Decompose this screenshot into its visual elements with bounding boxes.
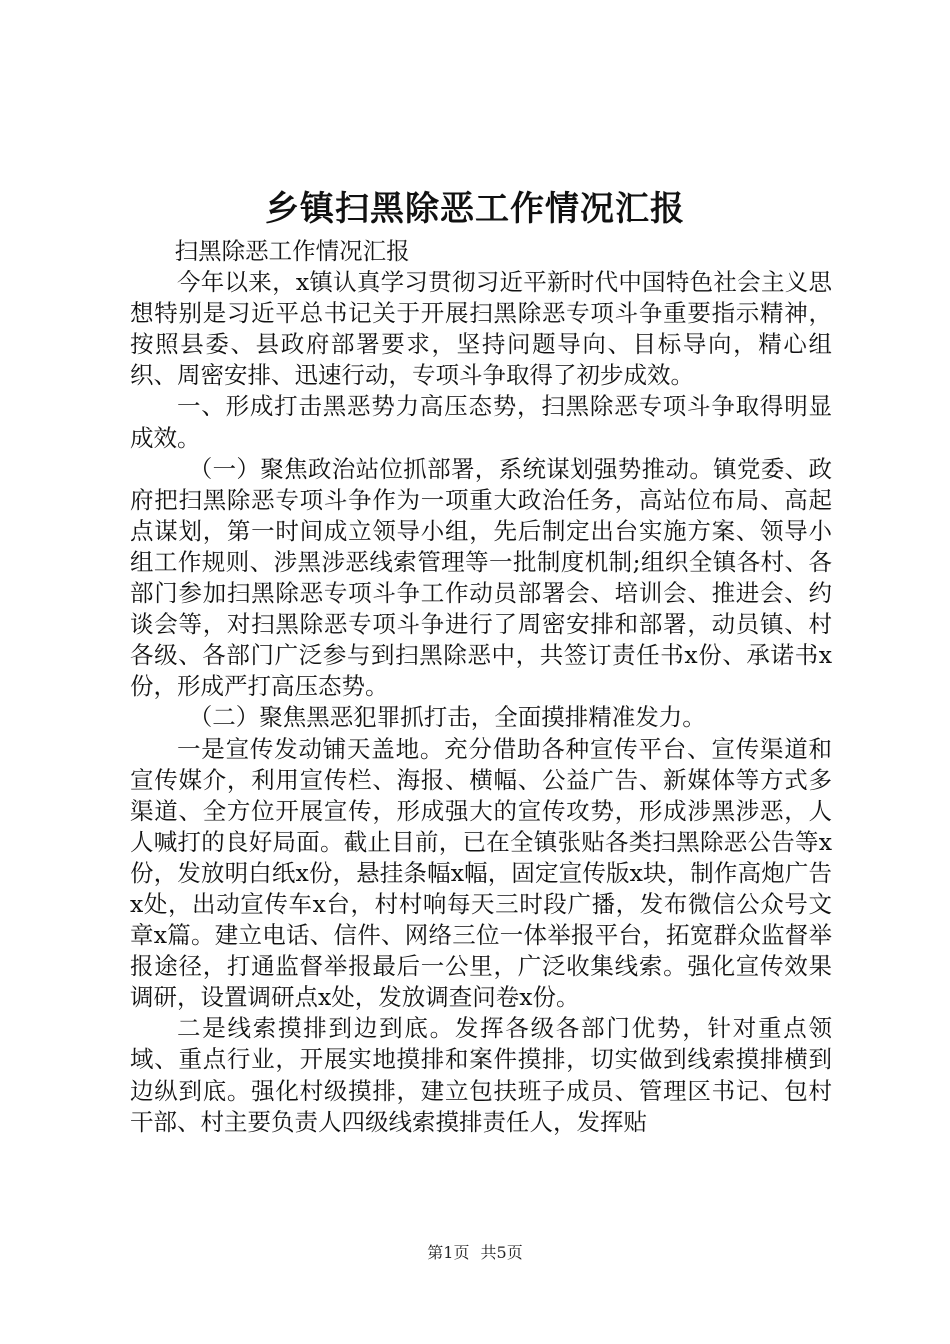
paragraph-section-1: 一、形成打击黑恶势力高压态势，扫黑除恶专项斗争取得明显成效。 [130, 392, 832, 452]
document-title: 乡镇扫黑除恶工作情况汇报 [265, 189, 685, 229]
paragraph-intro: 今年以来，x镇认真学习贯彻习近平新时代中国特色社会主义思想特别是习近平总书记关于开展扫黑除恶专项斗争重要指示精神，按照县委、县政府部署要求，坚持问题导向、目标导向，精心组织、周密安排、迅速行动，专项斗争取得了初步成效。 [130, 268, 832, 390]
page-footer [0, 1242, 950, 1264]
paragraph-point-1: 一是宣传发动铺天盖地。充分借助各种宣传平台、宣传渠道和宣传媒介，利用宣传栏、海报、横幅、公益广告、新媒体等方式多渠道、全方位开展宣传，形成强大的宣传攻势，形成涉黑涉恶，人人喊打的良好局面。截止目前，已在全镇张贴各类扫黑除恶公告等x份，发放明白纸x份，悬挂条幅x幅，固定宣传版x块，制作高炮广告x处，出动宣传车x台，村村响每天三时段广播，发布微信公众号文章x篇。建立电话、信件、网络三位一体举报平台，拓宽群众监督举报途径，打通监督举报最后一公里，广泛收集线索。强化宣传效果调研，设置调研点x处，发放调查问卷x份。 [130, 734, 832, 1012]
paragraph-subsection-1: （一）聚焦政治站位抓部署，系统谋划强势推动。镇党委、政府把扫黑除恶专项斗争作为一项重大政治任务，高站位布局、高起点谋划，第一时间成立领导小组，先后制定出台实施方案、领导小组工作规则、涉黑涉恶线索管理等一批制度机制;组织全镇各村、各部门参加扫黑除恶专项斗争工作动员部署会、培训会、推进会、约谈会等，对扫黑除恶专项斗争进行了周密安排和部署，动员镇、村各级、各部门广泛参与到扫黑除恶中，共签订责任书x份、承诺书x份，形成严打高压态势。 [130, 454, 832, 701]
page-number: 第1页 [427, 1243, 470, 1262]
paragraph-subtitle: 扫黑除恶工作情况汇报 [174, 237, 410, 265]
paragraph-subsection-2: （二）聚焦黑恶犯罪抓打击，全面摸排精准发力。 [188, 703, 706, 732]
paragraph-point-2: 二是线索摸排到边到底。发挥各级各部门优势，针对重点领域、重点行业，开展实地摸排和案件摸排，切实做到线索摸排横到边纵到底。强化村级摸排，建立包扶班子成员、管理区书记、包村干部、村主要负责人四级线索摸排责任人，发挥贴 [130, 1014, 832, 1136]
document-body [130, 236, 832, 1138]
page-total: 共5页 [480, 1243, 523, 1262]
